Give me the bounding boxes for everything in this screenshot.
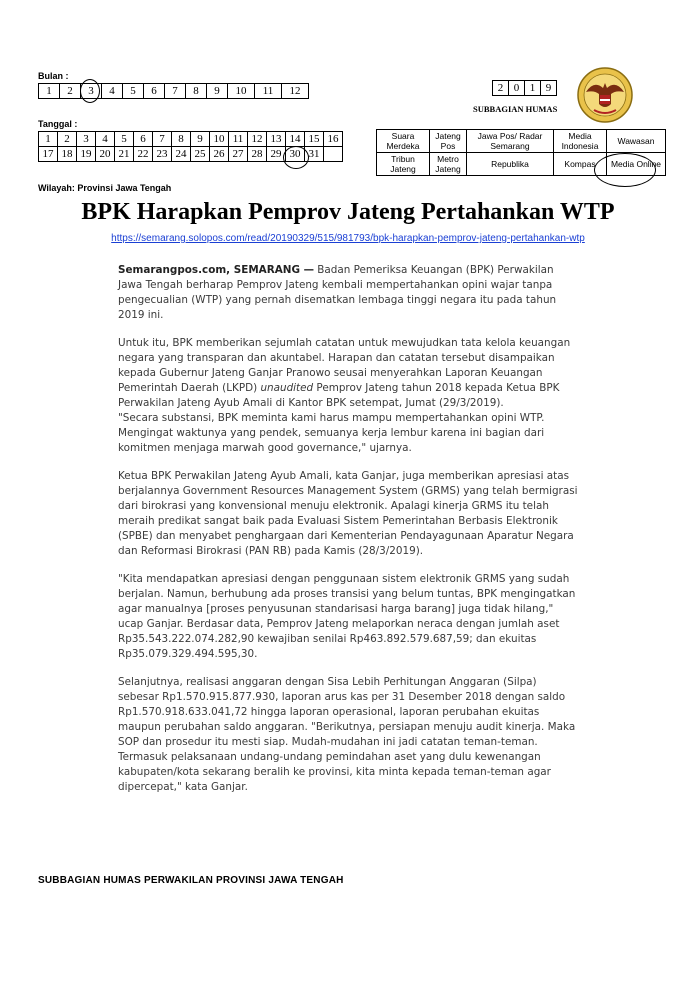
month-cell: 8 [186,84,207,99]
media-republika: Republika [467,153,554,176]
article-body [118,263,580,808]
media-tribun: Tribun Jateng [377,153,430,176]
wilayah-label: Wilayah: Provinsi Jawa Tengah [38,183,172,193]
bulan-label: Bulan : [38,71,69,81]
article-title: BPK Harapkan Pemprov Jateng Pertahankan WTP [81,199,615,225]
date-cell: 27 [229,147,248,162]
date-cell: 30 [286,147,305,162]
date-cell: 6 [134,132,153,147]
selected-media-circle [594,153,656,187]
date-cell: 31 [305,147,324,162]
date-cell: 18 [58,147,77,162]
date-cell: 16 [324,132,343,147]
date-cell: 24 [172,147,191,162]
date-cell: 10 [210,132,229,147]
article-url-link[interactable]: https://semarang.solopos.com/read/20190329/515/981793/bpk-harapkan-pemprov-jateng-pertahankan-wtp [111,233,585,244]
month-cell: 4 [102,84,123,99]
date-cell [324,147,343,162]
subbagian-label: SUBBAGIAN HUMAS [473,104,558,114]
selected-month-circle [80,79,100,103]
date-cell: 5 [115,132,134,147]
date-cell: 28 [248,147,267,162]
month-grid [38,83,309,99]
date-cell: 17 [39,147,58,162]
article-text: Pemprov Jateng tahun 2018 kepada Ketua BPK Perwakilan Jateng Ayub Amali di Kantor BPK setempat, Jumat (29/3/2019). [118,382,560,409]
media-online: Media Online [607,153,666,176]
month-cell: 6 [144,84,165,99]
date-cell: 1 [39,132,58,147]
media-jateng-pos: Jateng Pos [430,130,467,153]
article-text: Badan Pemeriksa Keuangan (BPK) Perwakilan Jawa Tengah berharap Pemprov Jateng kembali mempertahankan opini wajar tanpa pengecualian (WTP) yang pernah disematkan lembaga tinggi negara itu pada tahun 2019 ini. [118,264,557,321]
date-cell: 7 [153,132,172,147]
month-cell: 3 [81,84,102,99]
media-wawasan: Wawasan [607,130,666,153]
media-suara-merdeka: Suara Merdeka [377,130,430,153]
month-cell: 11 [255,84,282,99]
month-cell: 1 [39,84,60,99]
year-digit: 0 [509,81,525,96]
date-cell: 22 [134,147,153,162]
date-cell: 3 [77,132,96,147]
article-paragraph [118,263,580,323]
article-text: Untuk itu, BPK memberikan sejumlah catatan untuk mewujudkan tata kelola keuangan negara yang transparan dan akuntabel. Harapan dan catatan tersebut disampaikan kepada Gubernur Jateng Ganjar Pranowo seusai menyerahkan Laporan Keuangan Pemerintah Daerah (LKPD) [118,337,571,394]
article-paragraph [118,336,580,411]
date-cell: 11 [229,132,248,147]
media-media-indonesia: Media Indonesia [554,130,607,153]
month-cell: 5 [123,84,144,99]
date-cell: 21 [115,147,134,162]
date-cell: 23 [153,147,172,162]
month-cell: 2 [60,84,81,99]
tanggal-label: Tanggal : [38,119,78,129]
year-digit: 2 [493,81,509,96]
date-cell: 26 [210,147,229,162]
media-jawapos: Jawa Pos/ Radar Semarang [467,130,554,153]
date-cell: 8 [172,132,191,147]
footer-label: SUBBAGIAN HUMAS PERWAKILAN PROVINSI JAWA TENGAH [38,875,344,886]
article-paragraph: Ketua BPK Perwakilan Jateng Ayub Amali, kata Ganjar, juga memberikan apresiasi atas berjalannya Government Resources Management System (GRMS) yang telah bermigrasi dari birokrasi yang konvensional menuju elektronik. Apalagi kinerja GRMS itu telah meraih predikat sangat baik pada Evaluasi Sistem Pemerintahan Berbasis Elektronik (SPBE) dan menyabet penghargaan dari Kementerian Pendayagunaan Aparatur Negara dan Reformasi Birokrasi (PAN RB) pada Kamis (28/3/2019). [118,470,578,557]
year-grid [492,80,557,96]
date-cell: 9 [191,132,210,147]
year-digit: 1 [525,81,541,96]
date-cell: 4 [96,132,115,147]
date-cell: 20 [96,147,115,162]
date-cell: 13 [267,132,286,147]
month-cell: 12 [282,84,309,99]
garuda-emblem-icon [576,66,634,124]
month-cell: 10 [228,84,255,99]
media-kompas: Kompas [554,153,607,176]
article-paragraph: "Secara substansi, BPK meminta kami harus mampu mempertahankan opini WTP. Mengingat waktunya yang pendek, semuanya kerja lembur karena ini bagian dari komitmen menjaga marwah good governance," ujarnya. [118,412,545,454]
date-cell: 2 [58,132,77,147]
article-italic-text: unaudited [260,382,314,394]
article-paragraph: Selanjutnya, realisasi anggaran dengan Sisa Lebih Perhitungan Anggaran (Silpa) sebesar Rp1.570.915.877.930, laporan arus kas per 31 Desember 2018 dengan saldo Rp1.570.918.633.041,72 hingga laporan operasional, laporan perubahan ekuitas maupun perubahan saldo anggaran. "Berikutnya, persiapan menuju audit kinerja. Maka SOP dan prosedur itu mesti siap. Mudah-mudahan ini jadi catatan teman-teman. Termasuk pelaksanaan undang-undang pemindahan aset yang dulu kewenangan kabupaten/kota sekarang beralih ke provinsi, kita minta kepada teman-teman agar dipercepat," kata Ganjar. [118,676,576,793]
date-cell: 12 [248,132,267,147]
date-cell: 19 [77,147,96,162]
selected-date-circle [283,146,309,169]
date-cell: 29 [267,147,286,162]
article-source: Semarangpos.com, SEMARANG — [118,264,314,276]
month-cell: 9 [207,84,228,99]
date-cell: 25 [191,147,210,162]
date-cell: 14 [286,132,305,147]
year-digit: 9 [541,81,557,96]
month-cell: 7 [165,84,186,99]
media-metro: Metro Jateng [430,153,467,176]
article-paragraph: "Kita mendapatkan apresiasi dengan penggunaan sistem elektronik GRMS yang sudah berjalan. Namun, berhubung ada proses transisi yang belum tuntas, BPK mengingatkan agar manualnya [proses penyusunan standarisasi harga barang] juga tidak hilang," ucap Ganjar. Berdasar data, Pemprov Jateng melaporkan neraca dengan jumlah aset Rp35.543.222.074.282,90 kewajiban senilai Rp463.892.579.687,59; dan ekuitas Rp35.079.329.494.595,30. [118,573,576,660]
date-cell: 15 [305,132,324,147]
